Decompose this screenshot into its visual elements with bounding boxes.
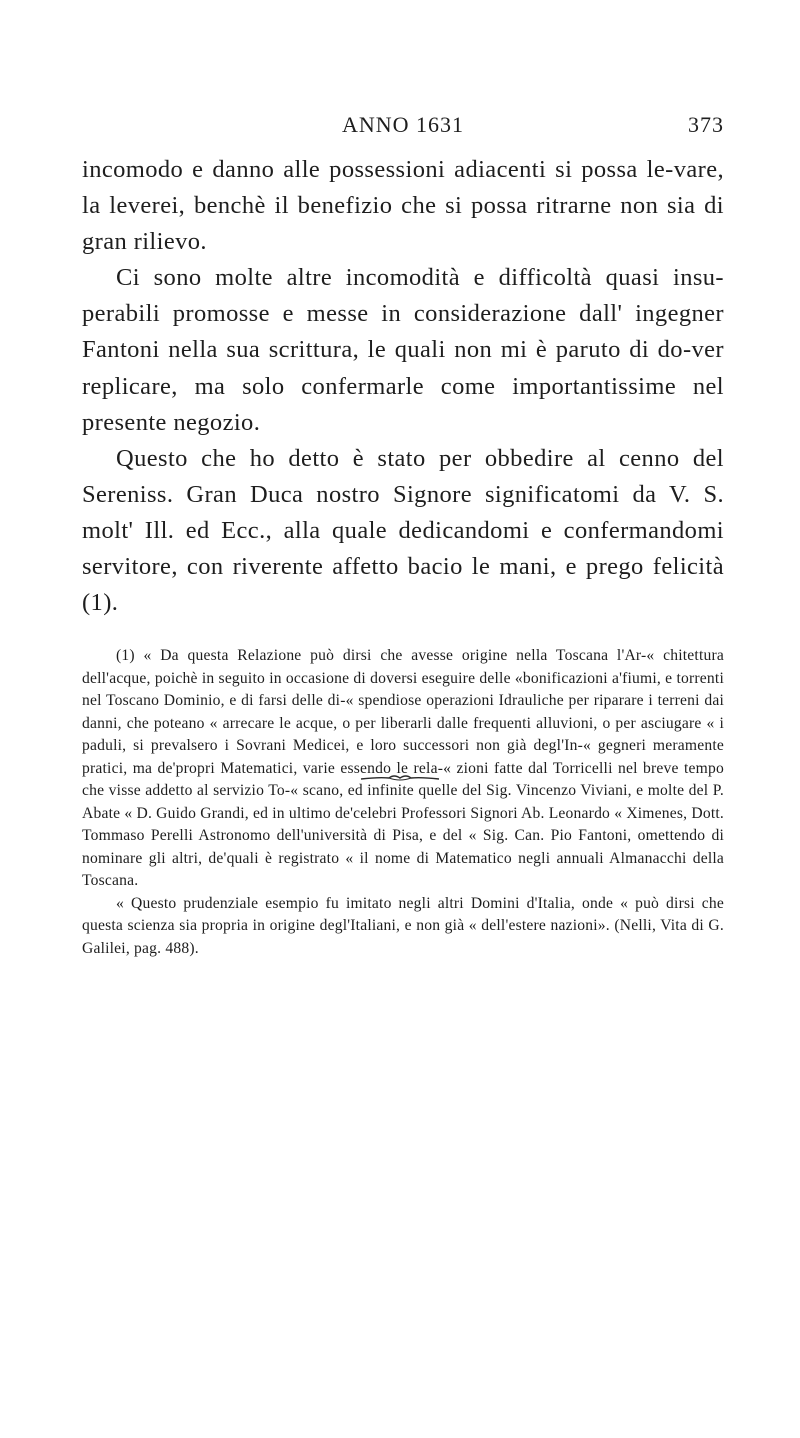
end-ornament-icon: [359, 773, 441, 783]
page-number: 373: [688, 112, 724, 137]
footnote: [82, 645, 724, 960]
body-paragraph: incomodo e danno alle possessioni adiacenti si possa le-vare, la leverei, benchè il benefizio che si possa ritrarne non sia di gran rilievo.: [82, 156, 724, 256]
running-head: [82, 112, 724, 146]
main-text: [82, 152, 724, 621]
book-page: [82, 112, 724, 960]
footnote-paragraph: « Questo prudenziale esempio fu imitato negli altri Domini d'Italia, onde « può dirsi che questa scienza sia propria in origine degl'Italiani, e non già « dell'estere nazioni». (Nelli, Vita di G. Galilei, pag. 488).: [82, 894, 724, 957]
body-paragraph: Ci sono molte altre incomodità e difficoltà quasi insu-perabili promosse e messe in considerazione dall' ingegner Fantoni nella sua scrittura, le quali non mi è paruto di do-ver replicare, ma solo confermarle come importantissime nel presente negozio.: [82, 264, 724, 436]
footnote-paragraph: (1) « Da questa Relazione può dirsi che avesse origine nella Toscana l'Ar-« chitettura dell'acque, poichè in seguito in occasione di doversi eseguire delle «bonificazioni a'fiumi, e torrenti nel Toscano Dominio, e di farsi delle di-« spendiose operazioni Idrauliche per riparare i terreni dai danni, che poteano « arrecare le acque, o per liberarli dalle frequenti alluvioni, o per asciugare « i paduli, si prevalsero i Sovrani Medicei, e loro successori non già degl'In-« gegneri meramente pratici, ma de'propri Matematici, varie essendo le rela-« zioni fatte dal Torricelli nel breve tempo che visse addetto al servizio To-« scano, ed infinite quelle del Sig. Vincenzo Viviani, e molte del P. Abate « D. Guido Grandi, ed in ultimo de'celebri Professori Signori Ab. Leonardo « Ximenes, Dott. Tommaso Perelli Astronomo dell'università di Pisa, e del « Sig. Can. Pio Fantoni, omettendo di nominare gli altri, de'quali è registrato « il nome di Matematico negli annuali Almanacchi della Toscana.: [82, 647, 724, 890]
running-title: ANNO 1631: [341, 112, 465, 137]
end-ornament: [0, 770, 800, 788]
body-paragraph: Questo che ho detto è stato per obbedire al cenno del Sereniss. Gran Duca nostro Signore significatomi da V. S. molt' Ill. ed Ecc., alla quale dedicandomi e confermandomi servitore, con riverente affetto bacio le mani, e prego felicità (1).: [82, 444, 724, 617]
